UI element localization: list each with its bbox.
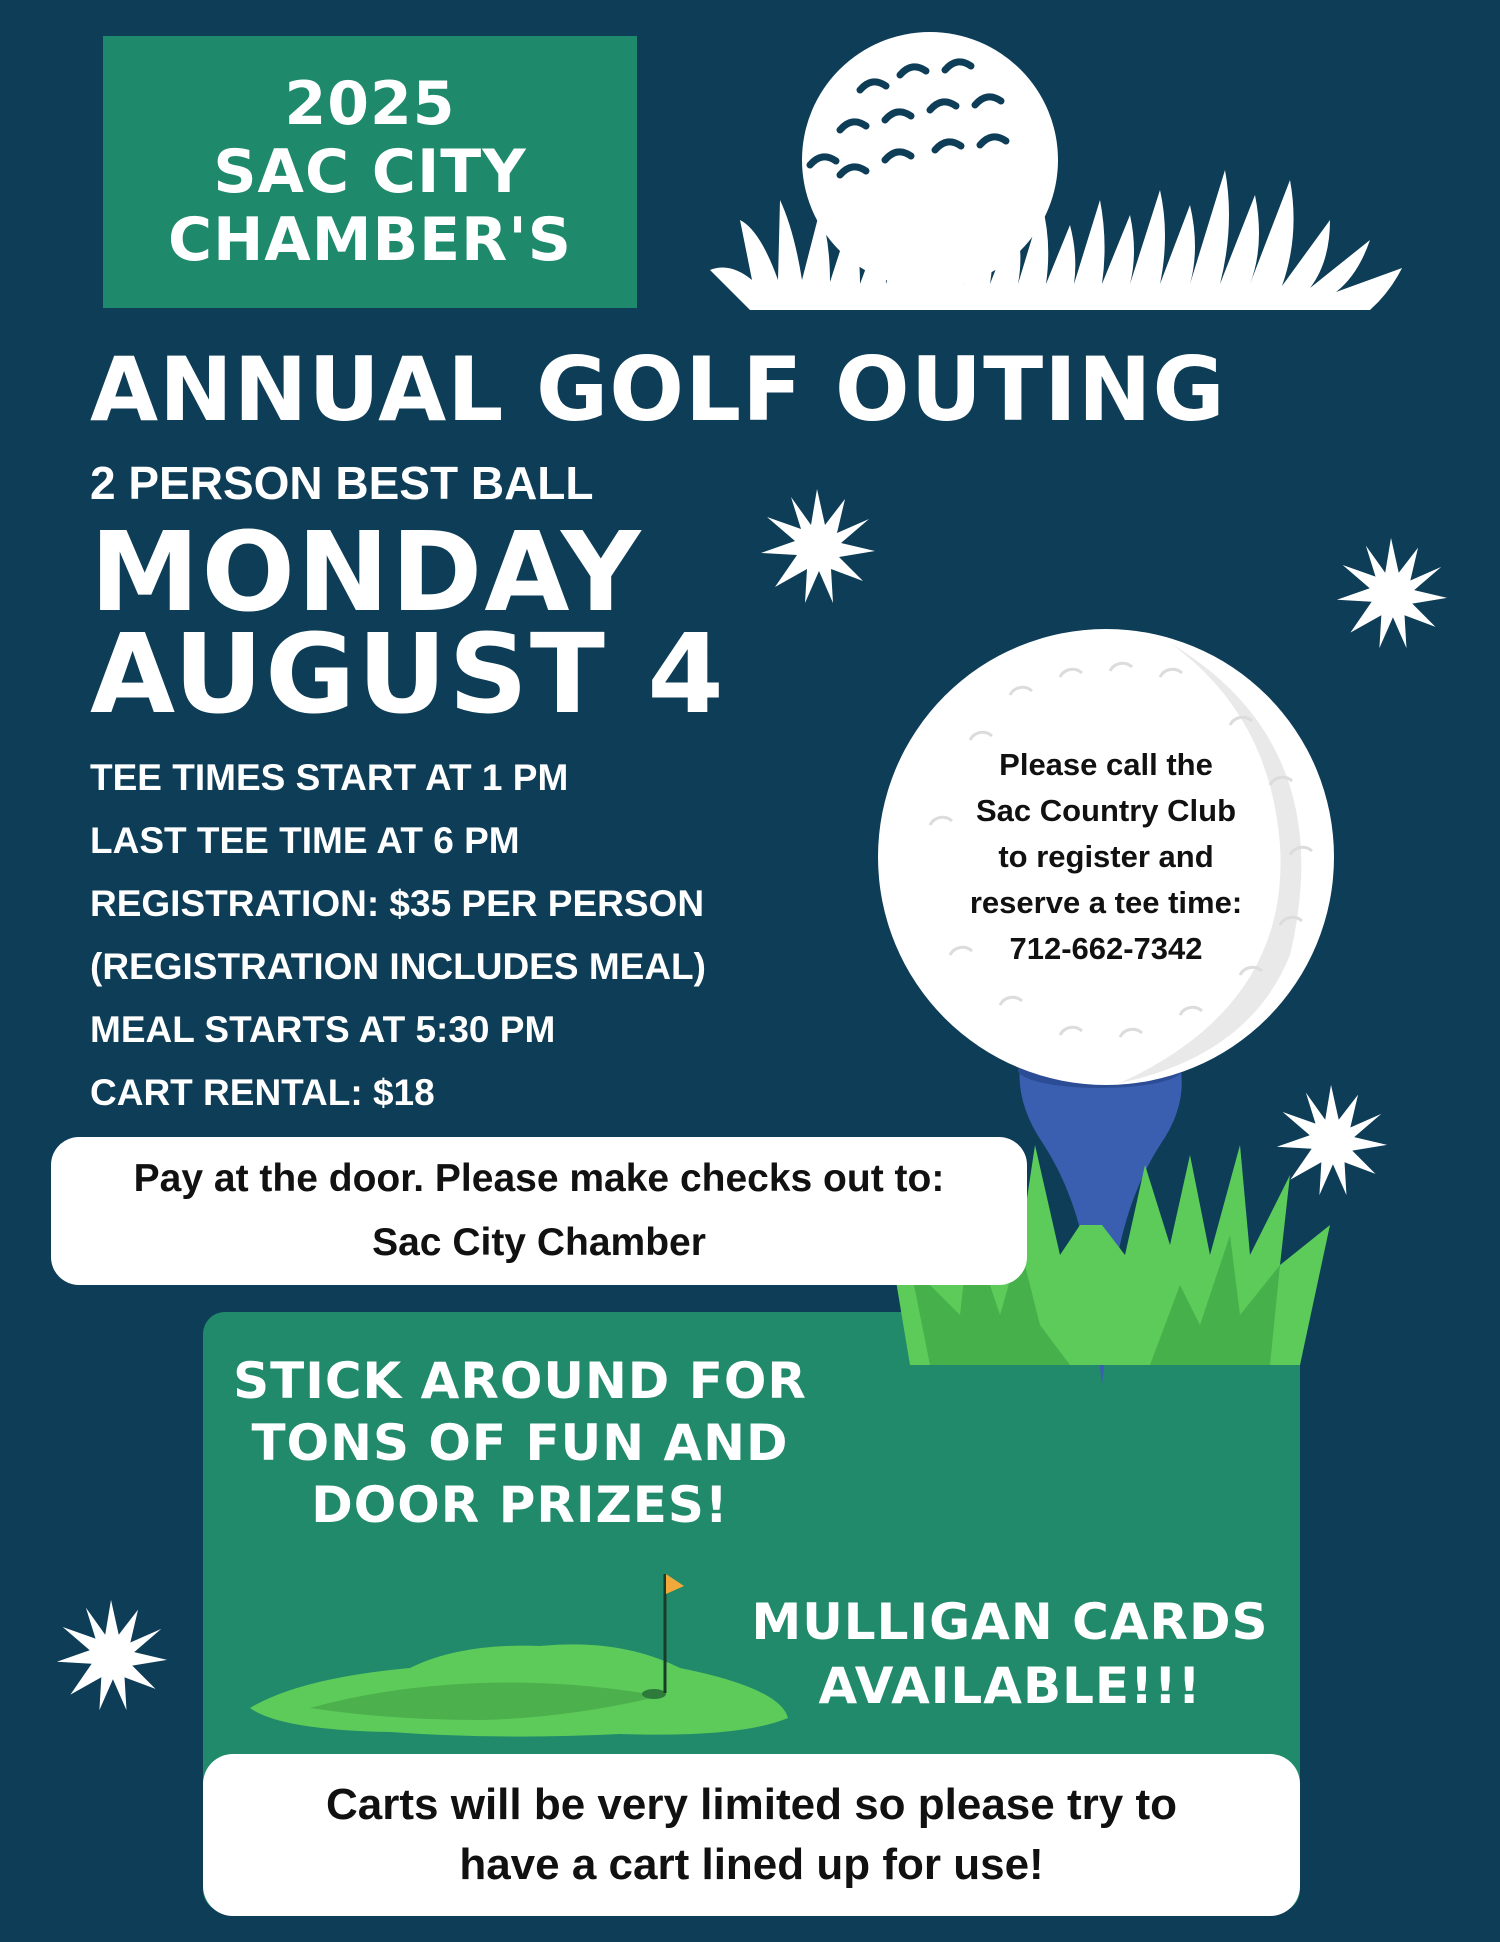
header-box — [103, 36, 637, 308]
sparkle-icon — [757, 487, 877, 607]
callout-phone: 712-662-7342 — [1009, 931, 1203, 966]
detail-meal-start: MEAL STARTS AT 5:30 PM — [90, 1009, 556, 1050]
fun-line-3: DOOR PRIZES! — [311, 1476, 729, 1534]
fun-line-2: TONS OF FUN AND — [251, 1414, 789, 1472]
fun-line-1: STICK AROUND FOR — [233, 1352, 807, 1410]
callout-line-3: to register and — [998, 839, 1214, 874]
putting-green-flag-icon — [240, 1568, 800, 1738]
event-date: AUGUST 4 — [90, 610, 726, 738]
payment-line-2: Sac City Chamber — [372, 1221, 706, 1264]
sparkle-icon — [1333, 536, 1449, 652]
carts-line-2: have a cart lined up for use! — [459, 1840, 1044, 1889]
detail-tee-start: TEE TIMES START AT 1 PM — [90, 757, 569, 798]
registration-callout — [906, 742, 1306, 972]
mulligan-cards-text — [720, 1590, 1300, 1718]
event-details-list — [90, 746, 706, 1124]
callout-line-4: reserve a tee time: — [969, 885, 1243, 920]
payment-note — [51, 1137, 1027, 1285]
payment-line-1: Pay at the door. Please make checks out to: — [133, 1157, 945, 1200]
header-year: 2025 — [284, 69, 456, 139]
door-prizes-text — [215, 1350, 825, 1536]
mulligan-line-1: MULLIGAN CARDS — [751, 1593, 1269, 1651]
event-title: ANNUAL GOLF OUTING — [90, 338, 1226, 441]
event-format: 2 PERSON BEST BALL — [90, 457, 594, 509]
detail-registration-meal: (REGISTRATION INCLUDES MEAL) — [90, 946, 706, 987]
carts-line-1: Carts will be very limited so please try to — [326, 1780, 1177, 1829]
sparkle-icon — [53, 1598, 169, 1714]
detail-cart-rental: CART RENTAL: $18 — [90, 1072, 435, 1113]
detail-registration: REGISTRATION: $35 PER PERSON — [90, 883, 705, 924]
detail-last-tee: LAST TEE TIME AT 6 PM — [90, 820, 520, 861]
event-day: MONDAY — [90, 508, 643, 636]
mulligan-line-2: AVAILABLE!!! — [818, 1657, 1202, 1715]
header-city: SAC CITY — [213, 137, 527, 207]
callout-line-1: Please call the — [999, 747, 1213, 782]
header-org: CHAMBER'S — [168, 205, 572, 275]
carts-note — [203, 1754, 1300, 1916]
callout-line-2: Sac Country Club — [975, 793, 1237, 828]
golf-ball-in-grass-icon — [690, 30, 1420, 315]
